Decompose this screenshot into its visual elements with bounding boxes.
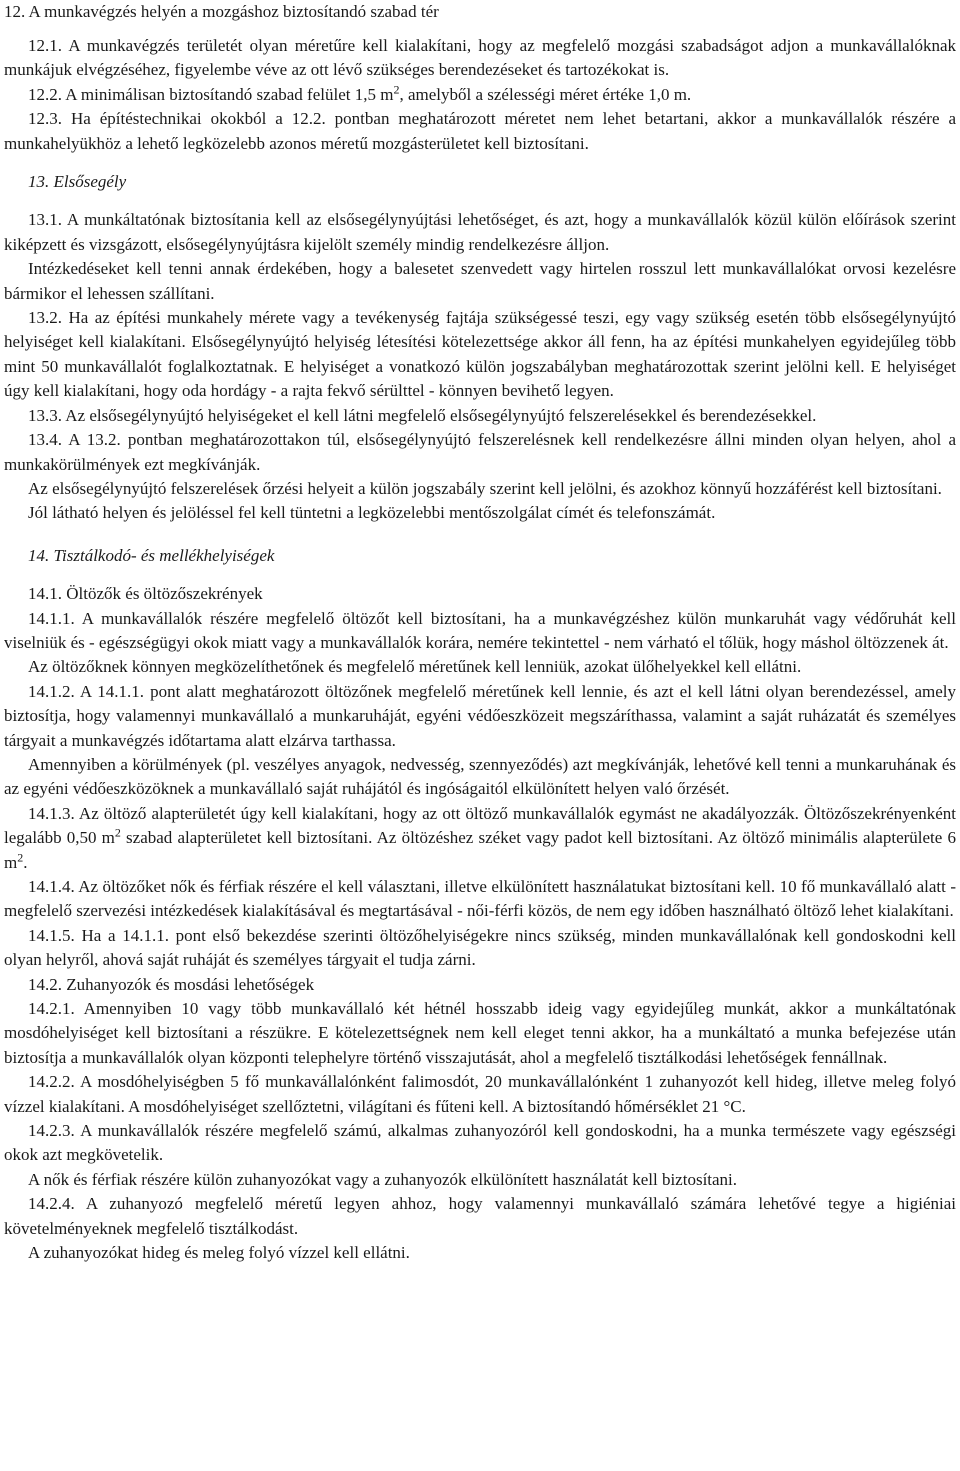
paragraph-14-2-2: 14.2.2. A mosdóhelyiségben 5 fő munkavállalónként falimosdót, 20 munkavállalónként 1 zuhanyozót kell hideg, illetve meleg folyó vízzel kialakítani. A mosdóhelyiséget szellőztetni, világítani és fűteni kell. A biztosítandó hőmérséklet 21 °C. [4, 1072, 956, 1116]
paragraph-13-1: 13.1. A munkáltatónak biztosítania kell az elsősegélynyújtási lehetőséget, és azt, hogy a munkavállalók közül külön előírások szerint kiképzett és vizsgázott, elsősegélynyújtásra kijelölt személy mindig rendelkezésre álljon. [4, 210, 956, 254]
paragraph-14-1-4: 14.1.4. Az öltözőket nők és férfiak részére el kell választani, illetve elkülönített használatukat biztosítani kell. 10 fő munkavállaló alatt - megfelelő szervezési intézkedések kialakításával és megtartásával - női-férfi közös, de nem egy időben használható öltöző lehet kialakítani. [4, 877, 956, 921]
paragraph-13-3: 13.3. Az elsősegélynyújtó helyiségeket el kell látni megfelelő elsősegélynyújtó felszerelésekkel és berendezésekkel. [28, 405, 817, 425]
paragraph-14-2-1: 14.2.1. Amennyiben 10 vagy több munkavállaló két hétnél hosszabb ideig vagy egyidejűleg munkát, akkor a munkáltatónak mosdóhelyiséget kell biztosítani a részükre. E kötelezettségnek nem kell eleget tenni akkor, ha a munkáltató a munka befejezése után biztosítja a munkavállalók olyan központi telephelyre történő visszajutását, ahol a megfelelő tisztálkodási lehetőségek fennállnak. [4, 999, 956, 1067]
section-title-12: 12. A munkavégzés helyén a mozgáshoz biztosítandó szabad tér [4, 2, 439, 21]
paragraph-13-1b: Intézkedéseket kell tenni annak érdekében, hogy a balesetet szenvedett vagy hirtelen rosszul lett munkavállalókat orvosi kezelésre bármikor el lehessen szállítani. [4, 259, 956, 303]
section-title-13: 13. Elsősegély [28, 172, 127, 192]
paragraph-14-2-4b: A zuhanyozókat hideg és meleg folyó vízzel kell ellátni. [28, 1243, 410, 1263]
paragraph-14-1-2b: Amennyiben a körülmények (pl. veszélyes anyagok, nedvesség, szennyeződés) azt megkívánják, lehetővé kell tenni a munkaruhának és az egyéni védőeszközöknek a munkavállaló saját ruhájától és ingóságaitól elkülönített helyen való őrzését. [4, 754, 956, 799]
paragraph-14-1-3: 14.1.3. Az öltöző alapterületét úgy kell kialakítani, hogy az ott öltöző munkavállalók egymást ne akadályozzák. Öltözőszekrényenként legalább 0,50 $m^2$ szabad alapterületet kell biztosítani. Az öltözéshez széket vagy padot kell biztosítani. Az öltöző minimális alapterülete 6 $m^2$. [4, 803, 956, 872]
subsection-title-14-1: 14.1. Öltözők és öltözőszekrények [28, 584, 263, 604]
paragraph-14-2-3b: A nők és férfiak részére külön zuhanyozókat vagy a zuhanyozók elkülönített használatát kell biztosítani. [28, 1169, 738, 1189]
paragraph-14-2-4: 14.2.4. A zuhanyozó megfelelő méretű legyen ahhoz, hogy valamennyi munkavállaló számára lehetővé tegye a higiéniai követelményeknek megfelelő tisztálkodást. [4, 1194, 956, 1238]
paragraph-14-1-5: 14.1.5. Ha a 14.1.1. pont első bekezdése szerinti öltözőhelyiségekre nincs szükség, minden munkavállalónak kell gondoskodni kell olyan helyről, ahová saját ruháját és személyes tárgyait el tudja zárni. [4, 925, 956, 970]
section-title-14: 14. Tisztálkodó- és mellékhelyiségek [28, 545, 275, 565]
paragraph-14-1-1: 14.1.1. A munkavállalók részére megfelelő öltözőt kell biztosítani, ha a munkavégzéshez külön munkaruhát vagy védőruhát kell viselniük és - egészségügyi okok miatt vagy a munkavállalók korára, nemére tekintettel - nem várható el tőlük, hogy máshol öltözzenek át. [4, 608, 956, 652]
paragraph-12-2: 12.2. A minimálisan biztosítandó szabad felület 1,5 $m^2$, amelyből a szélességi méret értéke 1,0 m. [28, 82, 692, 104]
paragraph-14-2-3: 14.2.3. A munkavállalók részére megfelelő számú, alkalmas zuhanyozóról kell gondoskodni, ha a munka természete vagy egészségi okok azt megkövetelik. [4, 1121, 956, 1165]
paragraph-13-4: 13.4. A 13.2. pontban meghatározottakon túl, elsősegélynyújtó felszerelésnek kell rendelkezésre állni minden olyan helyen, ahol a munkakörülmények ezt megkívánják. [4, 430, 956, 474]
paragraph-12-1: 12.1. A munkavégzés területét olyan méretűre kell kialakítani, hogy az megfelelő mozgási szabadságot adjon a munkavállalóknak munkájuk elvégzéséhez, figyelembe véve az ott lévő szükséges berendezéseket és tartozékokat is. [4, 36, 956, 80]
subsection-title-14-2: 14.2. Zuhanyozók és mosdási lehetőségek [28, 974, 315, 994]
paragraph-14-1-2: 14.1.2. A 14.1.1. pont alatt meghatározott öltözőnek megfelelő méretűnek kell lennie, és azt el kell látni olyan berendezéssel, amely biztosítja, hogy valamennyi munkavállaló a munkaruháját, egyéni védőeszközeit megszáríthassa, valamint a saját ruházatát és személyes tárgyait a munkavégzés időtartama alatt elzárva tarthassa. [4, 681, 956, 750]
paragraph-13-2: 13.2. Ha az építési munkahely mérete vagy a tevékenység fajtája szükségessé teszi, egy vagy szükség esetén több elsősegélynyújtó helyiséget kell kialakítani. Elsősegélynyújtó helyiség létesítési kötelezettsége akkor áll fenn, ha az építési munkahelyen egyidejűleg több mint 50 munkavállalót foglalkoztatnak. E helyiséget a vonatkozó külön jogszabályban meghatározottak szerint jelölni kell. E helyiséget úgy kell kialakítani, hogy oda hordágy - a rajta fekvő sérülttel - könnyen bevihető legyen. [4, 308, 956, 401]
paragraph-13-4c: Jól látható helyen és jelöléssel fel kell tüntetni a legközelebbi mentőszolgálat címét és telefonszámát. [28, 503, 716, 523]
paragraph-14-1-1b: Az öltözőknek könnyen megközelíthetőnek és megfelelő méretűnek kell lenniük, azokat ülőhelyekkel kell ellátni. [28, 657, 802, 677]
paragraph-13-4b: Az elsősegélynyújtó felszerelések őrzési helyeit a külön jogszabály szerint kell jelölni, és azokhoz könnyű hozzáférést kell biztosítani. [28, 478, 942, 498]
paragraph-12-3: 12.3. Ha építéstechnikai okokból a 12.2. pontban meghatározott méretet nem lehet betartani, akkor a munkavállalók részére a munkahelyükhöz a lehető legközelebb azonos méretű mozgásterületet kell biztosítani. [4, 109, 956, 153]
